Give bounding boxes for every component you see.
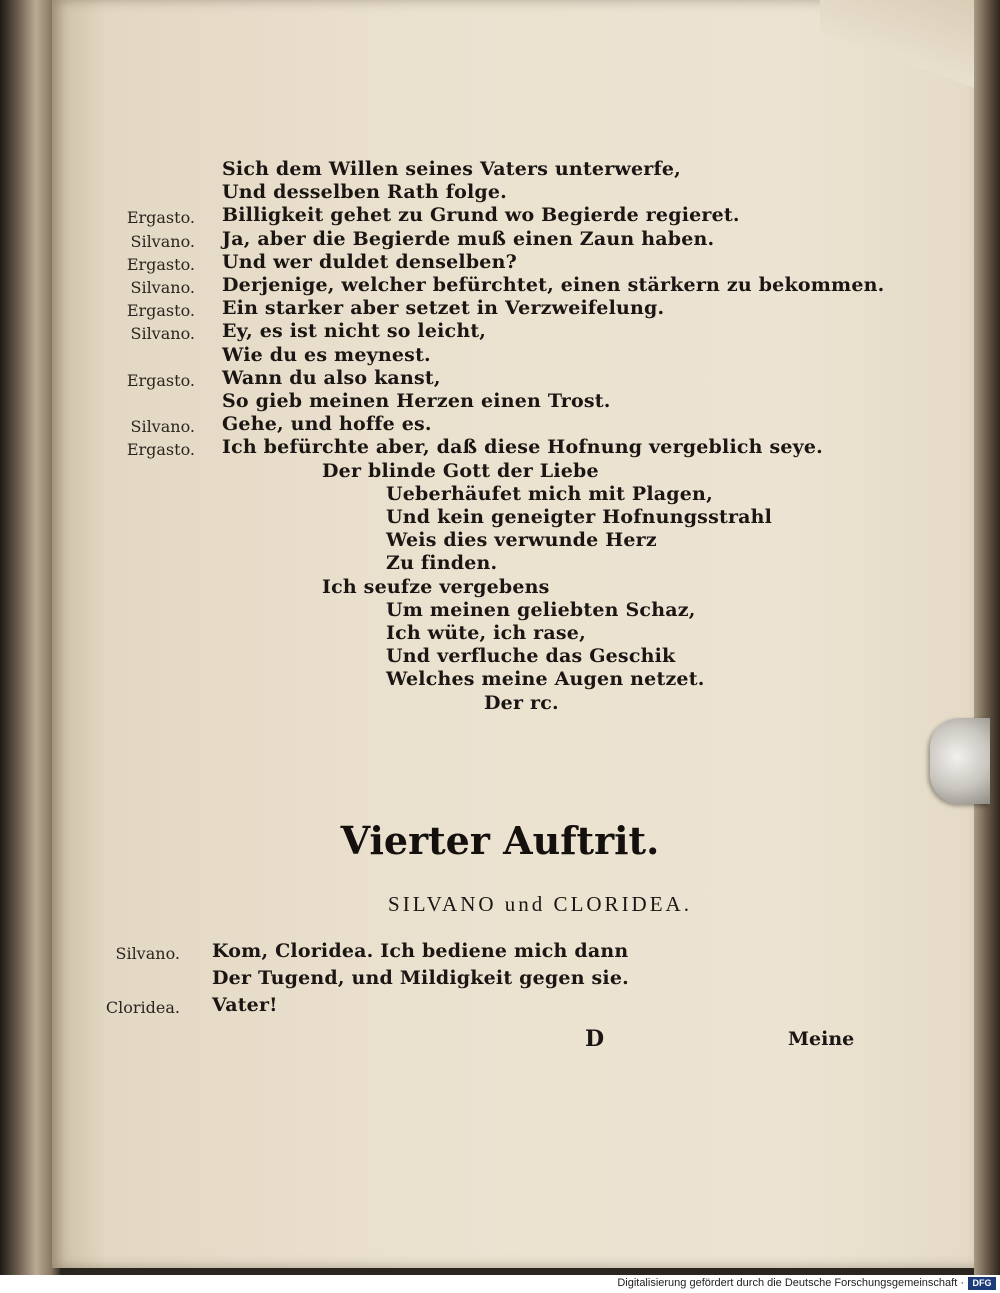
dialogue-line	[0, 367, 980, 393]
dialogue-line	[0, 204, 980, 230]
scene-heading: Vierter Auftrit.	[340, 818, 660, 863]
aria-text: Der rc.	[484, 691, 559, 714]
aria-text: Ich wüte, ich rase,	[386, 622, 586, 644]
aria-line	[0, 645, 980, 671]
dfg-logo-icon: DFG	[968, 1277, 996, 1290]
dialogue-line	[0, 274, 980, 300]
footer-bar	[0, 1275, 1000, 1293]
line-text: Ey, es ist nicht so leicht,	[222, 320, 487, 343]
dialogue-line	[0, 436, 980, 462]
signature-mark: D	[585, 1026, 605, 1052]
speaker-name: Ergasto.	[126, 208, 195, 228]
aria-line	[0, 552, 980, 578]
line-text: Kom, Cloridea. Ich bediene mich dann	[212, 940, 629, 962]
speaker-name: Ergasto.	[126, 440, 195, 460]
line-text: Derjenige, welcher befürchtet, einen stärkern zu bekommen.	[222, 274, 885, 296]
aria-line	[0, 529, 980, 555]
line-text: Der Tugend, und Mildigkeit gegen sie.	[212, 967, 629, 989]
speaker-name: Cloridea.	[105, 998, 180, 1017]
aria-text: Welches meine Augen netzet.	[386, 668, 705, 691]
aria-text: Weis dies verwunde Herz	[386, 529, 657, 552]
speaker-name: Ergasto.	[126, 370, 195, 390]
speaker-name: Silvano.	[130, 231, 195, 251]
speaker-name: Silvano.	[115, 944, 180, 963]
line-text: Ein starker aber setzet in Verzweifelung.	[222, 297, 665, 320]
speaker-name: Silvano.	[130, 417, 195, 437]
speaker-name: Silvano.	[130, 278, 195, 297]
line-text: Gehe, und hoffe es.	[222, 413, 432, 436]
line-text: Sich dem Willen seines Vaters unterwerfe,	[222, 158, 681, 180]
page-corner-fold	[820, 0, 980, 90]
speaker-name: Ergasto.	[126, 301, 195, 321]
aria-line	[0, 460, 980, 486]
scene-line	[0, 994, 980, 1020]
aria-text: Um meinen geliebten Schaz,	[386, 598, 696, 621]
scene-characters: SILVANO und CLORIDEA.	[388, 892, 692, 916]
aria-line	[0, 622, 980, 648]
scene-line	[0, 967, 980, 993]
dialogue-line	[0, 413, 980, 439]
aria-text: Ueberhäufet mich mit Plagen,	[386, 482, 713, 505]
line-text: Wie du es meynest.	[222, 343, 431, 366]
line-text: So gieb meinen Herzen einen Trost.	[222, 390, 611, 412]
aria-line	[0, 692, 980, 718]
aria-text: Und verfluche das Geschik	[386, 645, 676, 668]
line-text: Wann du also kanst,	[222, 366, 441, 389]
line-text: Vater!	[212, 994, 278, 1016]
line-text: Ja, aber die Begierde muß einen Zaun haben.	[222, 227, 715, 250]
dialogue-line	[0, 320, 980, 346]
speaker-name: Ergasto.	[126, 254, 195, 274]
aria-line	[0, 576, 980, 602]
aria-line	[0, 483, 980, 509]
line-text: Ich befürchte aber, daß diese Hofnung vergeblich seye.	[222, 436, 823, 459]
line-text: Und wer duldet denselben?	[222, 250, 517, 273]
scene-line	[0, 940, 980, 966]
footer-credit: Digitalisierung gefördert durch die Deutsche Forschungsgemeinschaft ·	[617, 1277, 964, 1289]
aria-text: Zu finden.	[386, 552, 498, 575]
aria-line	[0, 668, 980, 694]
dialogue-line	[0, 251, 980, 277]
dialogue-line	[0, 344, 980, 370]
aria-line	[0, 599, 980, 625]
catchword: Meine	[788, 1028, 855, 1050]
speaker-name: Silvano.	[130, 324, 195, 344]
dialogue-line	[0, 158, 980, 184]
dialogue-line	[0, 181, 980, 207]
aria-text: Ich seufze vergebens	[322, 575, 550, 598]
aria-text: Der blinde Gott der Liebe	[322, 459, 599, 482]
aria-text: Und kein geneigter Hofnungsstrahl	[386, 506, 773, 528]
dialogue-line	[0, 228, 980, 254]
page-clip	[930, 718, 990, 804]
aria-line	[0, 506, 980, 532]
line-text: Und desselben Rath folge.	[222, 181, 507, 204]
line-text: Billigkeit gehet zu Grund wo Begierde regieret.	[222, 204, 740, 227]
dialogue-line	[0, 297, 980, 323]
dialogue-line	[0, 390, 980, 416]
